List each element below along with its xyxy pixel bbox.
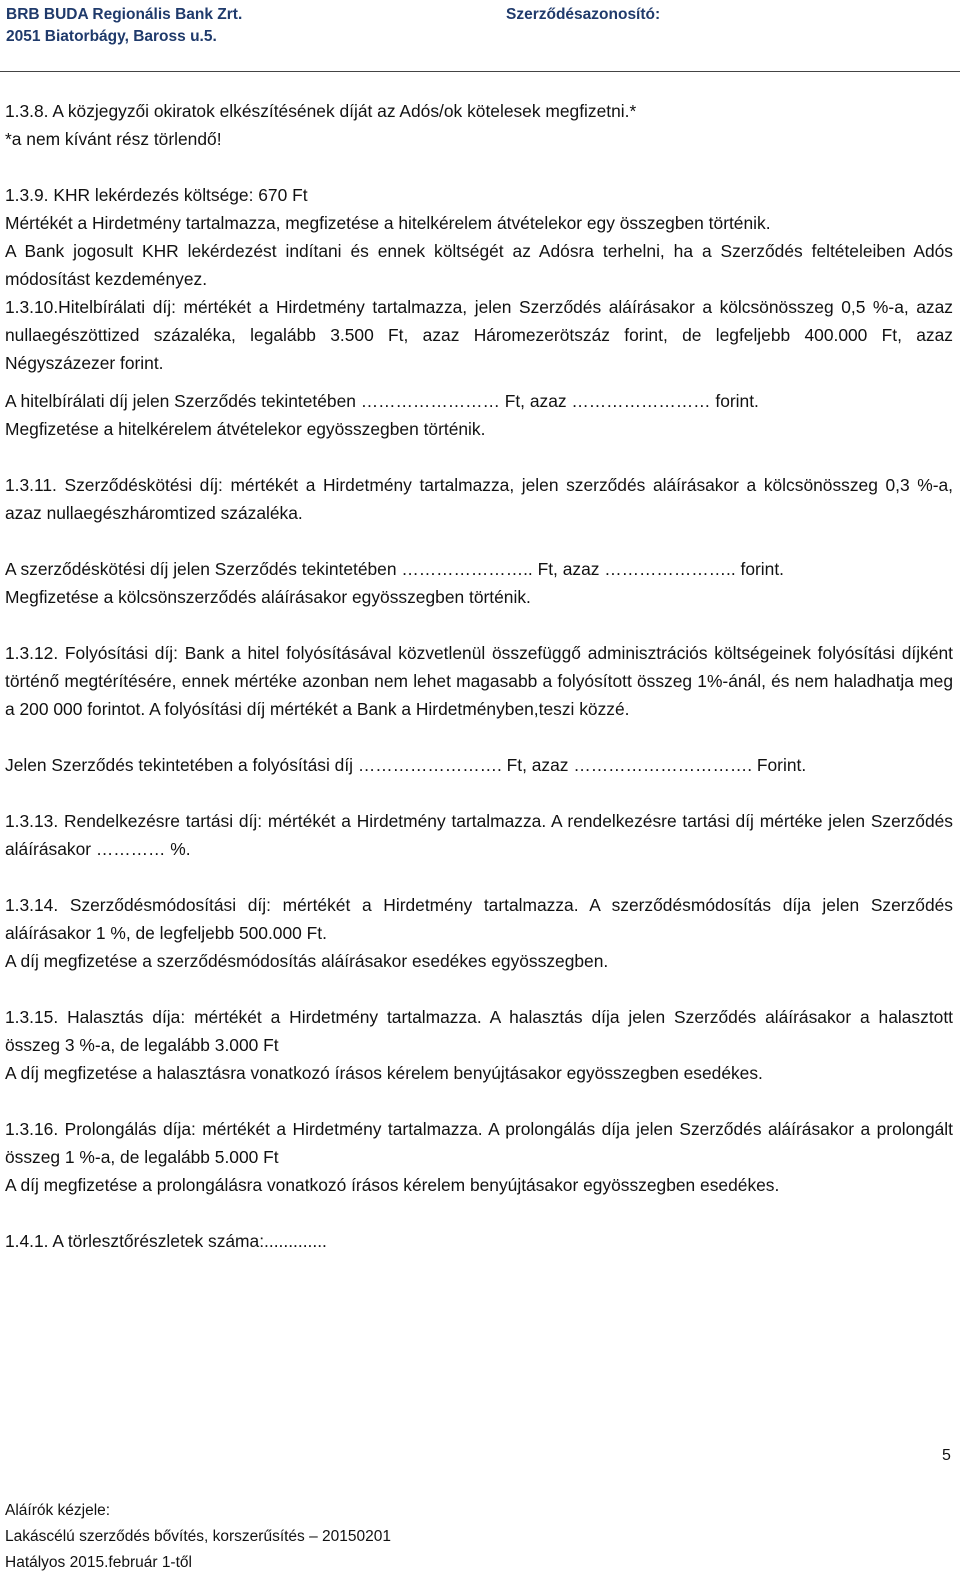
page-footer <box>5 1498 391 1576</box>
section-1-3-14-payment: A díj megfizetése a szerződésmódosítás aláírásakor esedékes egyösszegben. <box>5 951 609 971</box>
section-1-3-11-amount: A szerződéskötési díj jelen Szerződés tekintetében ………………….. Ft, azaz ………………….. forint. <box>5 559 784 579</box>
document-title: Lakáscélú szerződés bővítés, korszerűsítés – 20150201 <box>5 1528 392 1545</box>
bank-name: BRB BUDA Regionális Bank Zrt. <box>6 6 243 23</box>
section-1-3-10-payment: Megfizetése a hitelkérelem átvételekor egyösszegben történik. <box>5 419 486 439</box>
section-1-3-8-note: *a nem kívánt rész törlendő! <box>5 129 222 149</box>
section-1-3-14: 1.3.14. Szerződésmódosítási díj: mértékét a Hirdetmény tartalmazza. A szerződésmódosítás díja jelen Szerződés aláírásakor 1 %, de legfeljebb 500.000 Ft. <box>5 895 953 943</box>
bank-address: 2051 Biatorbágy, Baross u.5. <box>6 28 217 45</box>
section-1-3-11-payment: Megfizetése a kölcsönszerződés aláírásakor egyösszegben történik. <box>5 587 531 607</box>
header-divider <box>0 71 960 72</box>
effective-date: Hatályos 2015.február 1-től <box>5 1554 192 1571</box>
section-1-3-12: 1.3.12. Folyósítási díj: Bank a hitel folyósításával közvetlenül összefüggő adminisztrációs költségeinek folyósítási díjként történő megtérítésére, ennek mértéke azonban nem lehet magasabb a folyósított összeg 1%-ánál, és nem haladhatja meg a 200 000 forintot. A folyósítási díj mértékét a Bank a Hirdetményben,teszi közzé. <box>5 643 953 719</box>
signers-label: Aláírók kézjele: <box>5 1502 111 1519</box>
page-header <box>6 4 956 48</box>
section-1-3-12-amount: Jelen Szerződés tekintetében a folyósítási díj ……………………. Ft, azaz …………………………. Forint. <box>5 755 807 775</box>
section-1-3-16-payment: A díj megfizetése a prolongálásra vonatkozó írásos kérelem benyújtásakor egyösszegben esedékes. <box>5 1175 780 1195</box>
section-1-3-15: 1.3.15. Halasztás díja: mértékét a Hirdetmény tartalmazza. A halasztás díja jelen Szerződés aláírásakor a halasztott összeg 3 %-a, de legalább 3.000 Ft <box>5 1007 953 1055</box>
page-number: 5 <box>942 1447 951 1464</box>
section-1-3-9-bank: A Bank jogosult KHR lekérdezést indítani és ennek költségét az Adósra terhelni, ha a Szerződés feltételeiben Adós módosítást kezdeményez. <box>5 241 953 289</box>
section-1-3-9-text: Mértékét a Hirdetmény tartalmazza, megfizetése a hitelkérelem átvételekor egy összegben történik. <box>5 213 771 233</box>
section-1-3-15-payment: A díj megfizetése a halasztásra vonatkozó írásos kérelem benyújtásakor egyösszegben esedékes. <box>5 1063 763 1083</box>
section-1-3-10-amount: A hitelbírálati díj jelen Szerződés tekintetében …………………… Ft, azaz …………………… forint. <box>5 391 759 411</box>
section-1-3-10: 1.3.10.Hitelbírálati díj: mértékét a Hirdetmény tartalmazza, jelen Szerződés aláírásakor a kölcsönösszeg 0,5 %-a, azaz nullaegészöttized százaléka, legalább 3.500 Ft, azaz Háromezerötszáz forint, de legfeljebb 400.000 Ft, azaz Négyszázezer forint. <box>5 297 953 373</box>
section-1-3-16: 1.3.16. Prolongálás díja: mértékét a Hirdetmény tartalmazza. A prolongálás díja jelen Szerződés aláírásakor a prolongált összeg 1 %-a, de legalább 5.000 Ft <box>5 1119 953 1167</box>
section-1-3-11: 1.3.11. Szerződéskötési díj: mértékét a Hirdetmény tartalmazza, jelen szerződés aláírásakor a kölcsönösszeg 0,3 %-a, azaz nullaegészháromtized százaléka. <box>5 475 953 523</box>
section-1-3-13: 1.3.13. Rendelkezésre tartási díj: mértékét a Hirdetmény tartalmazza. A rendelkezésre tartási díj mértéke jelen Szerződés aláírásakor ………… %. <box>5 811 953 859</box>
section-1-3-9: 1.3.9. KHR lekérdezés költsége: 670 Ft <box>5 185 308 205</box>
document-body <box>5 97 953 1255</box>
section-1-4-1: 1.4.1. A törlesztőrészletek száma:............. <box>5 1231 327 1251</box>
section-1-3-8: 1.3.8. A közjegyzői okiratok elkészítésének díját az Adós/ok kötelesek megfizetni.* <box>5 101 637 121</box>
contract-id-label: Szerződésazonosító: <box>506 6 661 23</box>
